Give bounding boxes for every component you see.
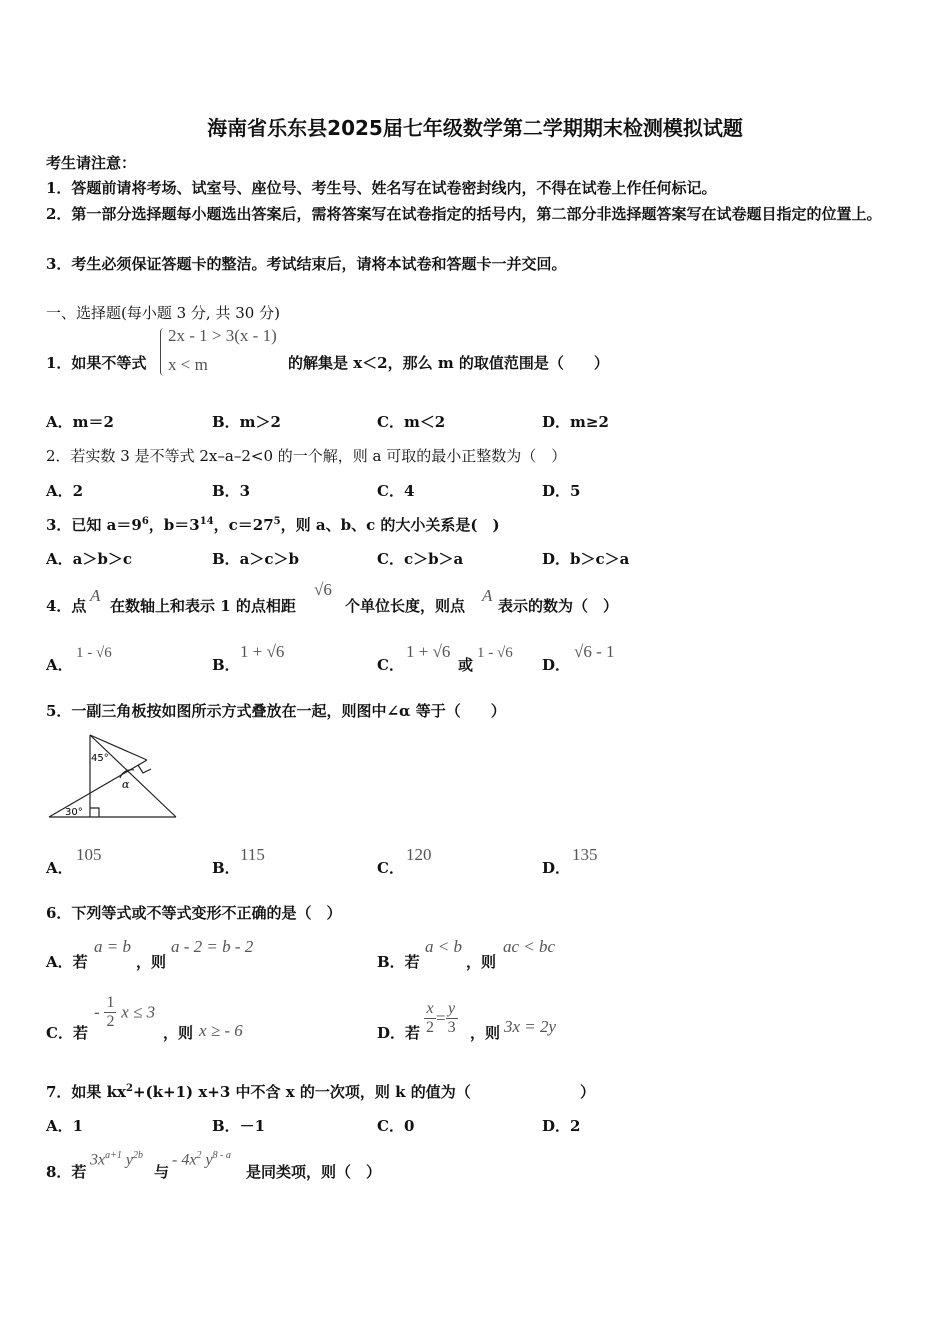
q2-option-c: C．4 [377, 482, 415, 500]
q1-option-d: D．m≥2 [542, 413, 609, 431]
q4-option-c-2: 1 - √6 [477, 645, 513, 661]
q5-option-c-label: C． [377, 859, 404, 877]
q2-option-b: B．3 [212, 482, 251, 500]
q6-a-result: a - 2 = b - 2 [171, 937, 254, 956]
q1-option-a: A．m＝2 [46, 413, 114, 431]
q6-d-then: ，则 [470, 1024, 501, 1042]
q6-c-label: C．若 [46, 1024, 88, 1042]
q3-option-b: B．a＞c＞b [212, 550, 300, 568]
q5-option-d-label: D． [542, 859, 571, 877]
q5-option-a-label: A． [46, 859, 73, 877]
q5-option-d: 135 [572, 845, 598, 864]
q6-d-result: 3x = 2y [504, 1017, 557, 1036]
notice-heading: 考生请注意： [46, 154, 137, 172]
q7-option-d: D．2 [542, 1117, 581, 1135]
q4-option-a-label: A． [46, 656, 73, 674]
q7-option-a: A．1 [46, 1117, 84, 1135]
q5-option-a: 105 [76, 845, 102, 864]
page-title: 海南省乐东县2025届七年级数学第二学期期末检测模拟试题 [207, 116, 743, 140]
right-angle-mark-2 [138, 765, 151, 773]
q8-term-1: $3x^{a+1}$ $y^{2b}$ [90, 1150, 143, 1169]
q1-inequality-1: 2x - 1 > 3(x - 1) [168, 326, 277, 345]
q4-part-4: 表示的数为（ ） [498, 597, 619, 615]
q4-part-1: 4．点 [46, 597, 87, 615]
q4-option-b: 1 + √6 [240, 642, 285, 661]
q4-option-d: √6 - 1 [574, 642, 615, 661]
q4-option-c-1: 1 + √6 [406, 642, 451, 661]
q6-text: 6．下列等式或不等式变形不正确的是（ ） [46, 904, 342, 922]
q6-b-label: B．若 [377, 953, 420, 971]
q4-var-a: A [90, 586, 101, 605]
q1-option-c: C．m＜2 [377, 413, 446, 431]
q4-sqrt6: √6 [314, 580, 332, 599]
q8-part-1: 8．若 [46, 1163, 87, 1181]
q3-exp-c: 5 [273, 516, 281, 527]
q7-close: ） [580, 1083, 596, 1101]
q4-option-a: 1 - √6 [76, 645, 112, 661]
q8-part-2: 与 [154, 1163, 170, 1181]
q4-option-c-label: C． [377, 656, 404, 674]
q8-term-2: - $4x^2$ $y^{8 - a}$ [172, 1150, 231, 1169]
label-45: 45° [91, 753, 109, 764]
q4-option-d-label: D． [542, 656, 571, 674]
q7-text: 7．如果 $kx^2+(k+1)$ x+3 中不含 x 的一次项，则 k 的值为（ [46, 1083, 471, 1101]
q2-option-a: A．2 [46, 482, 84, 500]
q4-var-a-2: A [482, 586, 493, 605]
q6-a-then: ，则 [136, 953, 167, 971]
q6-c-then: ，则 [163, 1024, 194, 1042]
q1-option-b: B．m＞2 [212, 413, 281, 431]
q6-d-label: D．若 [377, 1024, 421, 1042]
q3-exp-a: 6 [141, 516, 149, 527]
q6-b-result: ac < bc [503, 937, 556, 956]
q3-option-d: D．b＞c＞a [542, 550, 630, 568]
q1-tail: 的解集是 x＜2，那么 m 的取值范围是（ ） [288, 354, 609, 372]
right-angle-mark-1 [90, 808, 99, 817]
q7-exp: 2 [126, 1083, 133, 1094]
q5-option-b: 115 [240, 845, 265, 864]
label-alpha: α [122, 778, 130, 791]
q6-c-cond: - $\frac{1}{2}$ x ≤ 3 [94, 994, 156, 1030]
triangle-figure [46, 730, 180, 822]
q7-option-c: C．0 [377, 1117, 415, 1135]
q6-b-then: ，则 [466, 953, 497, 971]
section-heading: 一、选择题(每小题 3 分, 共 30 分) [46, 304, 280, 322]
q6-a-cond: a = b [94, 937, 131, 956]
q7-option-b: B．－1 [212, 1117, 266, 1135]
notice-item-3: 3．考生必须保证答题卡的整洁。考试结束后，请将本试卷和答题卡一并交回。 [46, 255, 567, 273]
q4-part-3: 个单位长度，则点 [345, 597, 466, 615]
q5-option-c: 120 [406, 845, 432, 864]
hypotenuse-45 [90, 735, 176, 817]
q5-option-b-label: B． [212, 859, 240, 877]
q1-inequality-2: x < m [168, 355, 208, 374]
q6-b-cond: a < b [425, 937, 462, 956]
alpha-arc [120, 770, 134, 778]
q3-text: 3．已知 $a=9^6$，$b=3^{14}$，$c=27^5$，则 a、b、c 的大小关系是( ) [46, 516, 500, 534]
q4-part-2: 在数轴上和表示 1 的点相距 [110, 597, 296, 615]
notice-item-2: 2．第一部分选择题每小题选出答案后，需将答案写在试卷指定的括号内，第二部分非选择题答案写在试卷题目指定的位置上。 [46, 205, 882, 223]
q3-exp-b: 14 [199, 516, 214, 527]
q3-option-a: A．a＞b＞c [46, 550, 132, 568]
q2-option-d: D．5 [542, 482, 581, 500]
q4-option-c-or: 或 [458, 656, 474, 674]
q1-brace [160, 328, 167, 376]
q6-c-result: x ≥ - 6 [199, 1021, 243, 1040]
q4-option-b-label: B． [212, 656, 240, 674]
q5-text: 5．一副三角板按如图所示方式叠放在一起，则图中∠α 等于（ ） [46, 702, 506, 720]
q3-option-c: C．c＞b＞a [377, 550, 464, 568]
q8-part-3: 是同类项，则（ ） [246, 1163, 382, 1181]
q6-d-cond: $\frac{x}{2}$ = $\frac{y}{3}$ [426, 1000, 456, 1036]
notice-item-1: 1．答题前请将考场、试室号、座位号、考生号、姓名写在试卷密封线内，不得在试卷上作任何标记。 [46, 179, 717, 197]
q6-a-label: A．若 [46, 953, 88, 971]
q1-number: 1．如果不等式 [46, 354, 147, 372]
q2-text: 2．若实数 3 是不等式 2x–a–2<0 的一个解，则 a 可取的最小正整数为（ ） [46, 447, 567, 465]
label-30: 30° [65, 807, 83, 818]
